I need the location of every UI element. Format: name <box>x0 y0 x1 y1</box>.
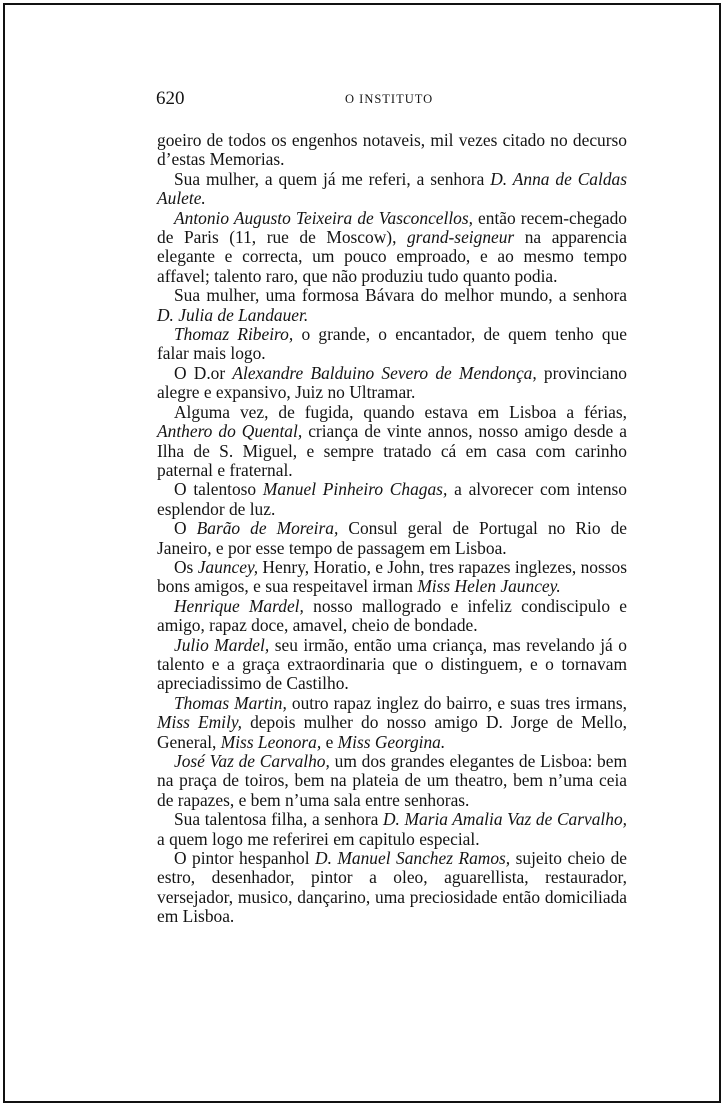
text-run: Sua mulher, uma formosa Bávara do melhor mundo, a senhora <box>174 285 627 306</box>
text-run: na apparencia elegante e correcta, um pouco emproado, e ao mesmo tempo affavel; talento raro, que não produziu tudo quanto podia. <box>157 227 627 286</box>
text-run: Consul geral de Portugal no Rio de Janeiro, e por esse tempo de passagem em Lisboa. <box>157 518 627 558</box>
italic-text: Manuel Pinheiro Chagas, <box>262 479 448 500</box>
italic-text: Miss Leonora, <box>220 731 322 752</box>
paragraph <box>157 325 627 364</box>
paragraph <box>157 286 627 325</box>
text-run: Os <box>174 556 198 577</box>
running-title: O INSTITUTO <box>345 92 434 106</box>
text-run: Alguma vez, de fugida, quando estava em Lisboa a férias, <box>174 401 627 422</box>
italic-text: José Vaz de Carvalho, <box>174 751 330 771</box>
italic-text: Anthero do Quental, <box>157 421 303 442</box>
italic-text: Jauncey, <box>197 556 259 577</box>
italic-text: grand-seigneur <box>406 227 515 248</box>
text-run: o grande, o encantador, de quem tenho que falar mais logo. <box>157 324 627 364</box>
text-run: O <box>174 518 197 539</box>
italic-text: Antonio Augusto Teixeira de Vasconcellos, <box>174 207 473 228</box>
paragraph <box>157 170 627 209</box>
text-body <box>157 131 627 927</box>
text-run: goeiro de todos os engenhos notaveis, mil vezes citado no decurso d’estas Memorias. <box>157 130 627 170</box>
text-run: Sua talentosa filha, a senhora <box>174 809 383 830</box>
text-run: um dos grandes elegantes de Lisboa: bem na praça de toiros, bem na plateia de um theatro, bem n’uma ceia de rapazes, e bem n’uma sala entre senhoras. <box>157 751 627 810</box>
text-run: O pintor hespanhol <box>174 848 316 869</box>
paragraph <box>157 519 627 558</box>
paragraph <box>157 364 627 403</box>
text-run: Sua mulher, a quem já me referi, a senhora <box>174 168 491 189</box>
italic-text: D. Anna de Caldas Aulete. <box>157 168 627 209</box>
text-run: criança de vinte annos, nosso amigo desde a Ilha de S. Miguel, e sempre tratado cá em casa com carinho paternal e fraternal. <box>157 421 627 480</box>
italic-text: D. Maria Amalia Vaz de Carvalho, <box>383 809 627 830</box>
text-run: nosso mallogrado e infeliz condiscipulo e amigo, rapaz doce, amavel, cheio de bondade. <box>157 595 628 636</box>
paragraph <box>157 131 627 170</box>
document-page <box>157 90 627 927</box>
text-run: O D.or <box>174 362 233 383</box>
italic-text: Miss Georgina. <box>337 731 446 752</box>
page-number: 620 <box>156 88 185 109</box>
text-run: seu irmão, então uma criança, mas revelando já o talento e a graça extraordinaria que o distinguem, e o tornavam apreciadissimo de Castilho. <box>157 634 627 694</box>
italic-text: Thomas Martin, <box>174 692 287 713</box>
text-run: a quem logo me referirei em capitulo especial. <box>157 828 480 849</box>
italic-text: Miss Helen Jauncey. <box>417 576 561 597</box>
text-run: depois mulher do nosso amigo D. Jorge de Mello, General, <box>157 712 627 752</box>
paragraph <box>157 694 627 752</box>
text-run: O talentoso <box>174 479 263 500</box>
italic-text: Julio Mardel, <box>174 634 270 655</box>
italic-text: Barão de Moreira, <box>196 518 339 539</box>
italic-text: Thomaz Ribeiro, <box>174 324 294 345</box>
paragraph <box>157 752 627 810</box>
paragraph <box>157 558 627 597</box>
paragraph <box>157 597 627 636</box>
italic-text: D. Manuel Sanchez Ramos, <box>315 848 511 869</box>
text-run: provinciano alegre e expansivo, Juiz no Ultramar. <box>157 362 627 403</box>
text-run: e <box>321 731 338 752</box>
paragraph <box>157 636 627 694</box>
page-header <box>157 90 627 112</box>
text-run: então recem-chegado de Paris (11, rue de Moscow), <box>157 207 627 248</box>
italic-text: Alexandre Balduino Severo de Mendonça, <box>232 362 537 383</box>
text-run: a alvorecer com intenso esplendor de luz. <box>157 479 627 519</box>
italic-text: Miss Emily, <box>157 712 242 733</box>
paragraph <box>157 810 627 849</box>
paragraph <box>157 403 627 481</box>
text-run: Henry, Horatio, e John, tres rapazes inglezes, nossos bons amigos, e sua respeitavel irman <box>157 556 627 597</box>
paragraph <box>157 480 627 519</box>
text-run: outro rapaz inglez do bairro, e suas tres irmans, <box>286 692 627 713</box>
paragraph <box>157 849 627 927</box>
text-run: sujeito cheio de estro, desenhador, pintor a oleo, aguarellista, restaurador, versejador, musico, dançarino, uma preciosidade então domiciliada em Lisboa. <box>157 848 628 927</box>
paragraph <box>157 209 627 287</box>
italic-text: Henrique Mardel, <box>174 595 304 616</box>
italic-text: D. Julia de Landauer. <box>157 304 309 325</box>
